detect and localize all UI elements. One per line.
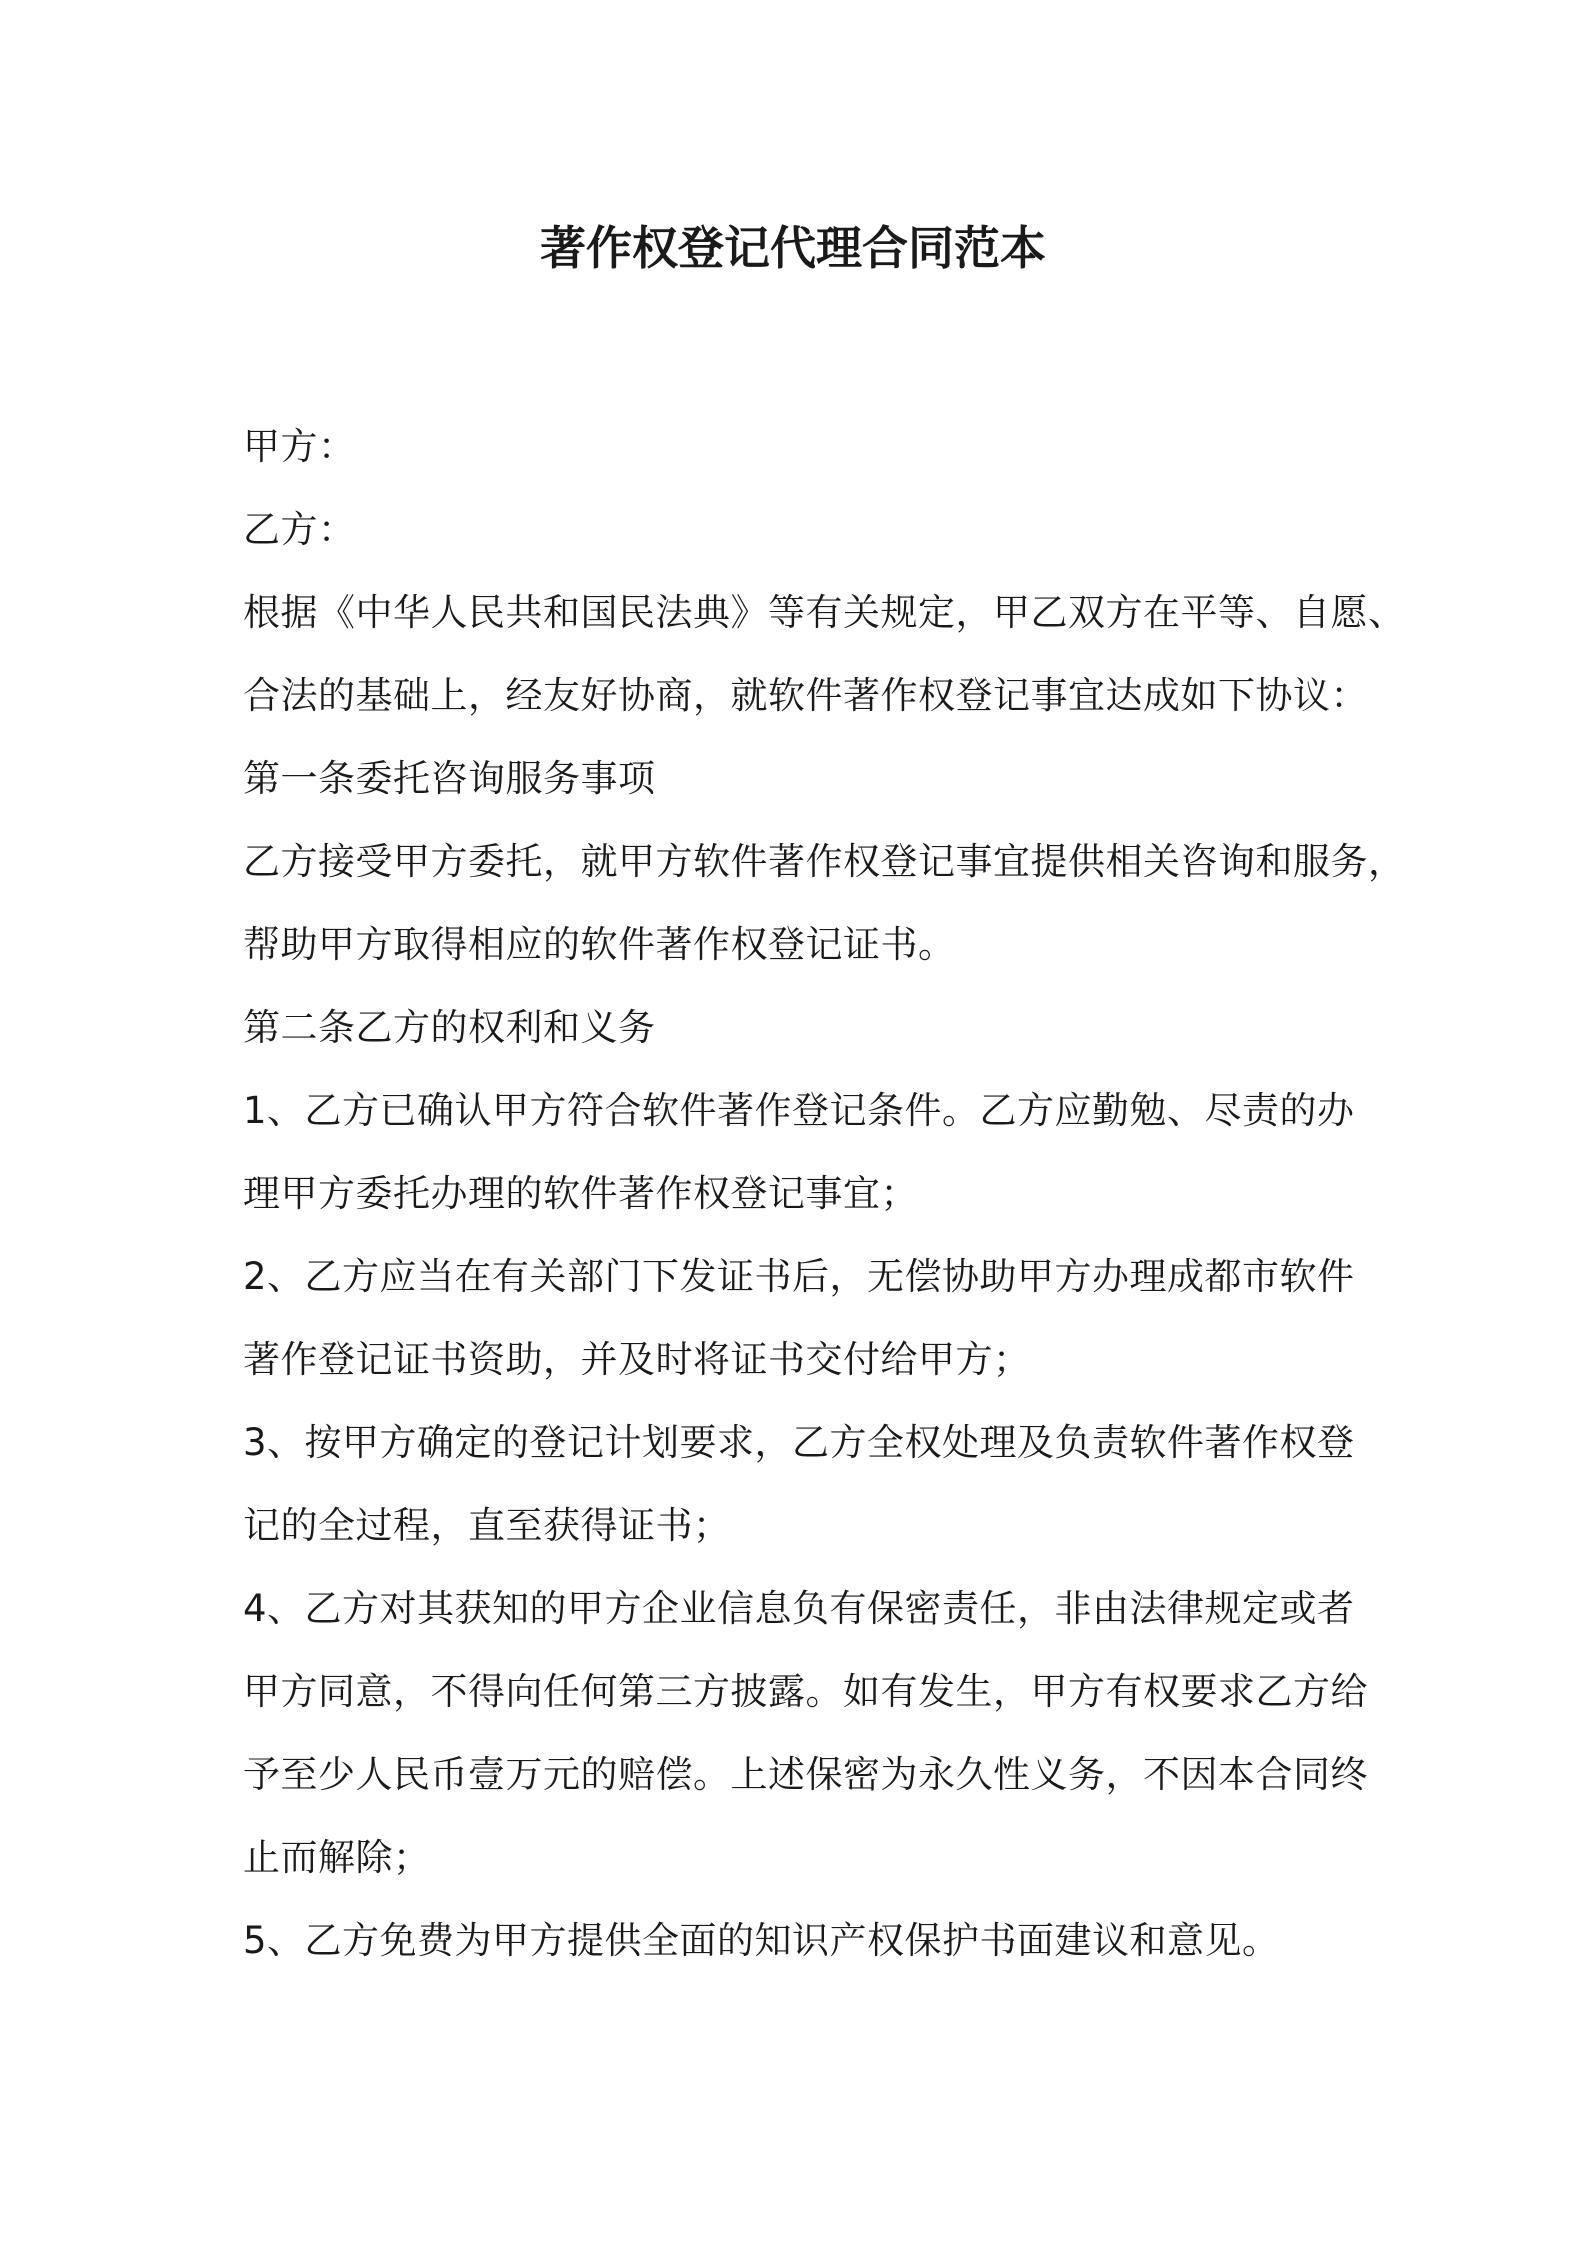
article-2-heading: 第二条乙方的权利和义务 bbox=[243, 1006, 656, 1049]
clause-2-line-1: 2、乙方应当在有关部门下发证书后，无偿协助甲方办理成都市软件 bbox=[243, 1255, 1355, 1298]
article-1-line-1: 乙方接受甲方委托，就甲方软件著作权登记事宜提供相关咨询和服务， bbox=[243, 840, 1406, 883]
clause-2-line-2: 著作登记证书资助，并及时将证书交付给甲方； bbox=[243, 1338, 1031, 1381]
clause-3-line-2: 记的全过程，直至获得证书； bbox=[243, 1504, 731, 1547]
clause-5-line-1: 5、乙方免费为甲方提供全面的知识产权保护书面建议和意见。 bbox=[243, 1919, 1280, 1962]
article-1-line-2: 帮助甲方取得相应的软件著作权登记证书。 bbox=[243, 923, 956, 966]
clause-1-line-1: 1、乙方已确认甲方符合软件著作登记条件。乙方应勤勉、尽责的办 bbox=[243, 1089, 1355, 1132]
article-1-heading: 第一条委托咨询服务事项 bbox=[243, 757, 656, 800]
clause-3-line-1: 3、按甲方确定的登记计划要求，乙方全权处理及负责软件著作权登 bbox=[243, 1421, 1355, 1464]
clause-4-line-3: 予至少人民币壹万元的赔偿。上述保密为永久性义务，不因本合同终 bbox=[243, 1753, 1368, 1796]
preamble-line-2: 合法的基础上，经友好协商，就软件著作权登记事宜达成如下协议： bbox=[243, 674, 1368, 717]
document-title: 著作权登记代理合同范本 bbox=[540, 221, 1046, 275]
clause-1-line-2: 理甲方委托办理的软件著作权登记事宜； bbox=[243, 1172, 918, 1215]
party-a-line: 甲方： bbox=[243, 425, 356, 468]
document-body bbox=[243, 405, 1406, 1982]
preamble-line-1: 根据《中华人民共和国民法典》等有关规定，甲乙双方在平等、自愿、 bbox=[243, 591, 1406, 634]
clause-4-line-4: 止而解除； bbox=[243, 1836, 431, 1879]
clause-4-line-1: 4、乙方对其获知的甲方企业信息负有保密责任，非由法律规定或者 bbox=[243, 1587, 1355, 1630]
party-b-line: 乙方： bbox=[243, 508, 356, 551]
clause-4-line-2: 甲方同意，不得向任何第三方披露。如有发生，甲方有权要求乙方给 bbox=[243, 1670, 1368, 1713]
